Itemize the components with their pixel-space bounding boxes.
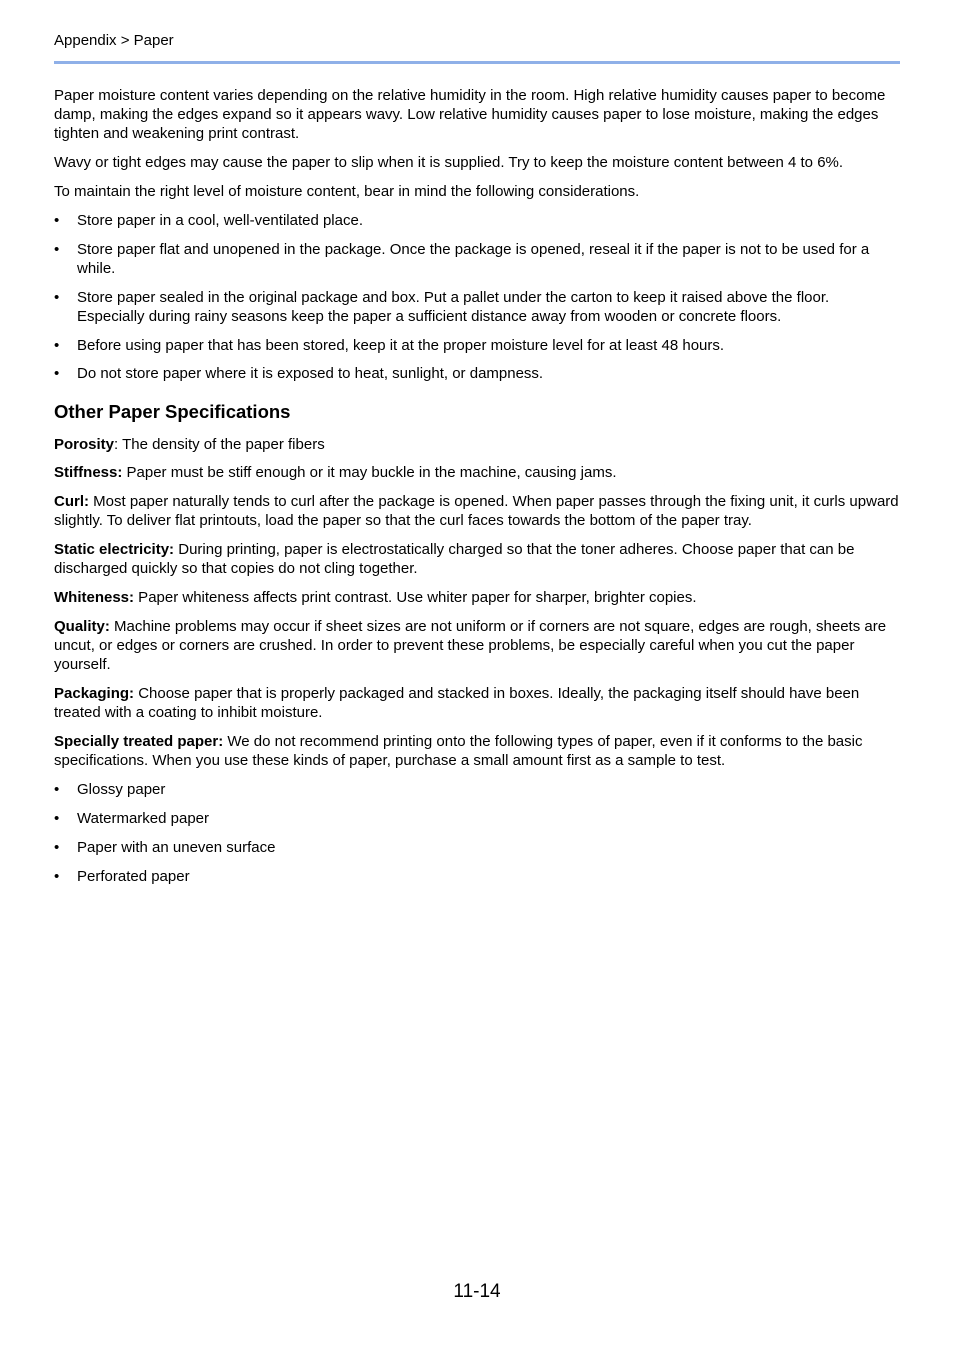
spec-term: Stiffness:: [54, 464, 123, 482]
section-heading: Other Paper Specifications: [54, 400, 291, 422]
spec-specially-treated: [54, 732, 900, 770]
spec-term: Packaging:: [54, 685, 135, 703]
spec-term: Specially treated paper:: [54, 733, 224, 751]
list-item-text: Glossy paper: [77, 781, 166, 799]
spec-term: Quality:: [54, 617, 110, 635]
bullet-icon: •: [54, 211, 60, 229]
list-item: [54, 288, 900, 326]
spec-term: Whiteness:: [54, 589, 135, 607]
list-item-text: Perforated paper: [77, 867, 190, 885]
bullet-icon: •: [54, 336, 60, 354]
intro-paragraph-2: Wavy or tight edges may cause the paper to slip when it is supplied. Try to keep the moisture content between 4 to 6%.: [54, 154, 844, 172]
header-divider: [54, 61, 900, 64]
list-item-text: Store paper flat and unopened in the package. Once the package is opened, reseal it if the paper is not to be used for a while.: [77, 240, 870, 277]
spec-text: Paper whiteness affects print contrast. Use whiter paper for sharper, brighter copies.: [134, 589, 697, 607]
bullet-icon: •: [54, 365, 60, 383]
bullet-icon: •: [54, 240, 60, 258]
list-item: [54, 336, 900, 355]
bullet-icon: •: [54, 838, 60, 856]
list-item: [54, 211, 900, 230]
spec-text: Choose paper that is properly packaged and stacked in boxes. Ideally, the packaging itself should have been treated with a coating to inhibit moisture.: [54, 685, 860, 722]
page-content: [54, 86, 900, 895]
spec-text: Paper must be stiff enough or it may buckle in the machine, causing jams.: [122, 464, 617, 482]
spec-term: Static electricity:: [54, 541, 175, 559]
spec-whiteness: [54, 588, 900, 607]
spec-curl: [54, 492, 900, 530]
list-item: [54, 780, 900, 799]
spec-text: We do not recommend printing onto the following types of paper, even if it conforms to the basic specifications. When you use these kinds of paper, purchase a small amount first as a sample to test.: [54, 733, 863, 770]
spec-porosity: [54, 435, 900, 454]
spec-text: Most paper naturally tends to curl after the package is opened. When paper passes through the fixing unit, it curls upward slightly. To deliver flat printouts, load the paper so that the curl faces towards the bottom of the paper tray.: [54, 493, 899, 530]
spec-packaging: [54, 684, 900, 722]
list-item-text: Store paper in a cool, well-ventilated place.: [77, 211, 363, 229]
list-item-text: Do not store paper where it is exposed to heat, sunlight, or dampness.: [77, 365, 544, 383]
bullet-icon: •: [54, 809, 60, 827]
list-item: [54, 838, 900, 857]
spec-text: During printing, paper is electrostatically charged so that the toner adheres. Choose paper that can be discharged quickly so that copies do not cling together.: [54, 541, 855, 578]
list-item: [54, 364, 900, 383]
page-number: 11-14: [453, 1281, 501, 1302]
spec-text: Machine problems may occur if sheet sizes are not uniform or if corners are not square, edges are rough, sheets are uncut, or edges or corners are crushed. In order to prevent these problems, be especially careful when you cut the paper yourself.: [54, 617, 887, 674]
list-item: [54, 809, 900, 828]
considerations-list: [54, 211, 900, 384]
bullet-icon: •: [54, 288, 60, 306]
intro-paragraph-3: To maintain the right level of moisture content, bear in mind the following considerations.: [54, 183, 640, 200]
spec-static-electricity: [54, 540, 900, 578]
spec-term: Porosity: [54, 435, 115, 453]
special-types-list: [54, 780, 900, 886]
bullet-icon: •: [54, 781, 60, 799]
bullet-icon: •: [54, 867, 60, 885]
spec-quality: [54, 617, 900, 675]
breadcrumb: Appendix > Paper: [54, 32, 174, 49]
spec-stiffness: [54, 463, 900, 482]
list-item: [54, 240, 900, 278]
spec-term: Curl:: [54, 493, 89, 511]
list-item: [54, 867, 900, 886]
list-item-text: Watermarked paper: [77, 809, 209, 827]
list-item-text: Store paper sealed in the original package and box. Put a pallet under the carton to keep it raised above the floor. Especially during rainy seasons keep the paper a sufficient distance away from wooden or concrete floors.: [77, 288, 830, 325]
list-item-text: Before using paper that has been stored, keep it at the proper moisture level for at least 48 hours.: [77, 336, 725, 354]
intro-paragraph-1: Paper moisture content varies depending on the relative humidity in the room. High relative humidity causes paper to become damp, making the edges expand so it appears wavy. Low relative humidity causes paper to lose moisture, making the edges tighten and weakening print contrast.: [54, 87, 886, 143]
list-item-text: Paper with an uneven surface: [77, 838, 276, 856]
spec-text: : The density of the paper fibers: [114, 435, 325, 453]
